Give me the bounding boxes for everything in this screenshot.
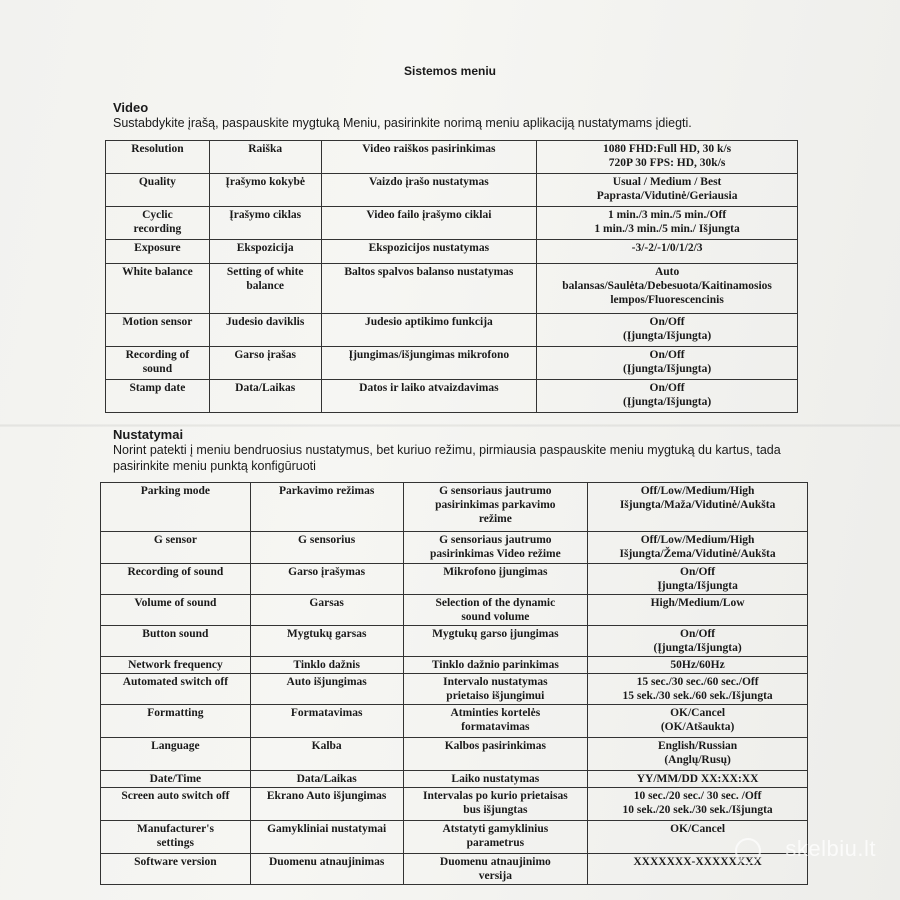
description-cell: Datos ir laiko atvaizdavimas [321,380,537,413]
setting-name-lt-cell: Parkavimo režimas [250,483,403,532]
options-cell: 50Hz/60Hz [588,657,808,674]
table-row [106,380,798,413]
setting-name-cell: Quality [106,174,210,207]
options-cell: High/Medium/Low [588,595,808,626]
table-row [106,174,798,207]
setting-name-cell: Motion sensor [106,314,210,347]
setting-name-cell: G sensor [101,532,251,564]
options-cell: OK/Cancel [588,821,808,854]
setting-name-cell: Parking mode [101,483,251,532]
setting-name-lt-cell: Garsas [250,595,403,626]
description-cell: G sensoriaus jautrumo pasirinkimas parkavimo režime [403,483,588,532]
options-cell: On/Off (Įjungta/Išjungta) [537,380,798,413]
options-cell: -3/-2/-1/0/1/2/3 [537,240,798,264]
setting-name-cell: Automated switch off [101,674,251,705]
description-cell: Baltos spalvos balanso nustatymas [321,264,537,314]
table-row [101,738,808,771]
setting-name-cell: Volume of sound [101,595,251,626]
video-description: Sustabdykite įrašą, paspauskite mygtuką Meniu, pasirinkite norimą meniu aplikaciją nustatymams įdiegti. [113,116,692,130]
description-cell: Įjungimas/išjungimas mikrofono [321,347,537,380]
options-cell: On/Off (Įjungta/Išjungta) [537,314,798,347]
setting-name-cell: Resolution [106,141,210,174]
description-cell: Intervalo nustatymas prietaiso išjungimui [403,674,588,705]
setting-name-lt-cell: Duomenu atnaujinimas [250,854,403,885]
setting-name-cell: Formatting [101,705,251,738]
options-cell: 1 min./3 min./5 min./Off 1 min./3 min./5 min./ Išjungta [537,207,798,240]
table-row [106,347,798,380]
setting-name-cell: Manufacturer's settings [101,821,251,854]
setting-name-cell: Cyclic recording [106,207,210,240]
settings-description: Norint patekti į meniu bendruosius nustatymus, bet kuriuo režimu, pirmiausia paspauskite meniu mygtuką du kartus, tada pasirinkite meniu punktą konfigūruoti [113,443,781,473]
options-cell: OK/Cancel (OK/Atšaukta) [588,705,808,738]
setting-name-lt-cell: Mygtukų garsas [250,626,403,657]
table-row [106,141,798,174]
description-cell: Selection of the dynamic sound volume [403,595,588,626]
setting-name-cell: Language [101,738,251,771]
description-cell: Duomenu atnaujinimo versija [403,854,588,885]
table-row [106,207,798,240]
description-cell: Video failo įrašymo ciklai [321,207,537,240]
document-title: Sistemos meniu [403,64,497,78]
setting-name-lt-cell: Kalba [250,738,403,771]
table-row [101,771,808,788]
description-cell: Video raiškos pasirinkimas [321,141,537,174]
options-cell: Off/Low/Medium/High Išjungta/Žema/Vidutinė/Aukšta [588,532,808,564]
setting-name-lt-cell: Ekspozicija [209,240,321,264]
setting-name-lt-cell: Judesio daviklis [209,314,321,347]
table-row [106,264,798,314]
setting-name-lt-cell: Garso įrašas [209,347,321,380]
options-cell: Usual / Medium / Best Paprasta/Vidutinė/Geriausia [537,174,798,207]
table-row [101,788,808,821]
table-row [101,564,808,595]
setting-name-lt-cell: Raiška [209,141,321,174]
table-row [101,483,808,532]
setting-name-cell: Button sound [101,626,251,657]
options-cell: YY/MM/DD XX:XX:XX [588,771,808,788]
video-menu-table [105,140,798,413]
description-cell: Atminties kortelės formatavimas [403,705,588,738]
setting-name-cell: Screen auto switch off [101,788,251,821]
setting-name-lt-cell: Formatavimas [250,705,403,738]
table-row [101,657,808,674]
description-cell: Mikrofono įjungimas [403,564,588,595]
description-cell: G sensoriaus jautrumo pasirinkimas Video režime [403,532,588,564]
setting-name-lt-cell: Įrašymo ciklas [209,207,321,240]
video-heading: Video [113,100,149,115]
description-cell: Ekspozicijos nustatymas [321,240,537,264]
setting-name-cell: Software version [101,854,251,885]
watermark-text: skelbiu.lt [785,836,876,861]
setting-name-cell: Network frequency [101,657,251,674]
setting-name-lt-cell: Garso įrašymas [250,564,403,595]
watermark-logo-icon [735,838,761,864]
table-row [101,595,808,626]
options-cell: 15 sec./30 sec./60 sec./Off 15 sek./30 sek./60 sek./Išjungta [588,674,808,705]
description-cell: Vaizdo įrašo nustatymas [321,174,537,207]
setting-name-cell: Stamp date [106,380,210,413]
settings-menu-table [100,482,808,885]
options-cell: 10 sec./20 sec./ 30 sec. /Off 10 sek./20 sek./30 sek./Išjungta [588,788,808,821]
description-cell: Judesio aptikimo funkcija [321,314,537,347]
setting-name-cell: Date/Time [101,771,251,788]
table-row [101,705,808,738]
setting-name-cell: Exposure [106,240,210,264]
setting-name-lt-cell: G sensorius [250,532,403,564]
setting-name-lt-cell: Gamykliniai nustatymai [250,821,403,854]
description-cell: Tinklo dažnio parinkimas [403,657,588,674]
setting-name-lt-cell: Įrašymo kokybė [209,174,321,207]
setting-name-lt-cell: Ekrano Auto išjungimas [250,788,403,821]
table-row [101,626,808,657]
setting-name-lt-cell: Data/Laikas [209,380,321,413]
description-cell: Laiko nustatymas [403,771,588,788]
options-cell: Off/Low/Medium/High Išjungta/Maža/Vidutinė/Aukšta [588,483,808,532]
options-cell: On/Off Įjungta/Išjungta [588,564,808,595]
table-row [101,854,808,885]
description-cell: Mygtukų garso įjungimas [403,626,588,657]
setting-name-lt-cell: Setting of white balance [209,264,321,314]
setting-name-cell: White balance [106,264,210,314]
setting-name-cell: Recording of sound [106,347,210,380]
setting-name-lt-cell: Tinklo dažnis [250,657,403,674]
options-cell: English/Russian (Anglų/Rusų) [588,738,808,771]
table-row [106,314,798,347]
table-row [101,674,808,705]
table-row [106,240,798,264]
table-row [101,532,808,564]
setting-name-lt-cell: Data/Laikas [250,771,403,788]
table-row [101,821,808,854]
options-cell: On/Off (Įjungta/Išjungta) [588,626,808,657]
options-cell: On/Off (Įjungta/Išjungta) [537,347,798,380]
setting-name-cell: Recording of sound [101,564,251,595]
description-cell: Kalbos pasirinkimas [403,738,588,771]
setting-name-lt-cell: Auto išjungimas [250,674,403,705]
settings-heading: Nustatymai [113,427,184,442]
options-cell: XXXXXXX-XXXXXXXX [588,854,808,885]
description-cell: Atstatyti gamyklinius parametrus [403,821,588,854]
options-cell: 1080 FHD:Full HD, 30 k/s 720P 30 FPS: HD, 30k/s [537,141,798,174]
options-cell: Auto balansas/Saulėta/Debesuota/Kaitinamosios lempos/Fluorescencinis [537,264,798,314]
description-cell: Intervalas po kurio prietaisas bus išjungtas [403,788,588,821]
